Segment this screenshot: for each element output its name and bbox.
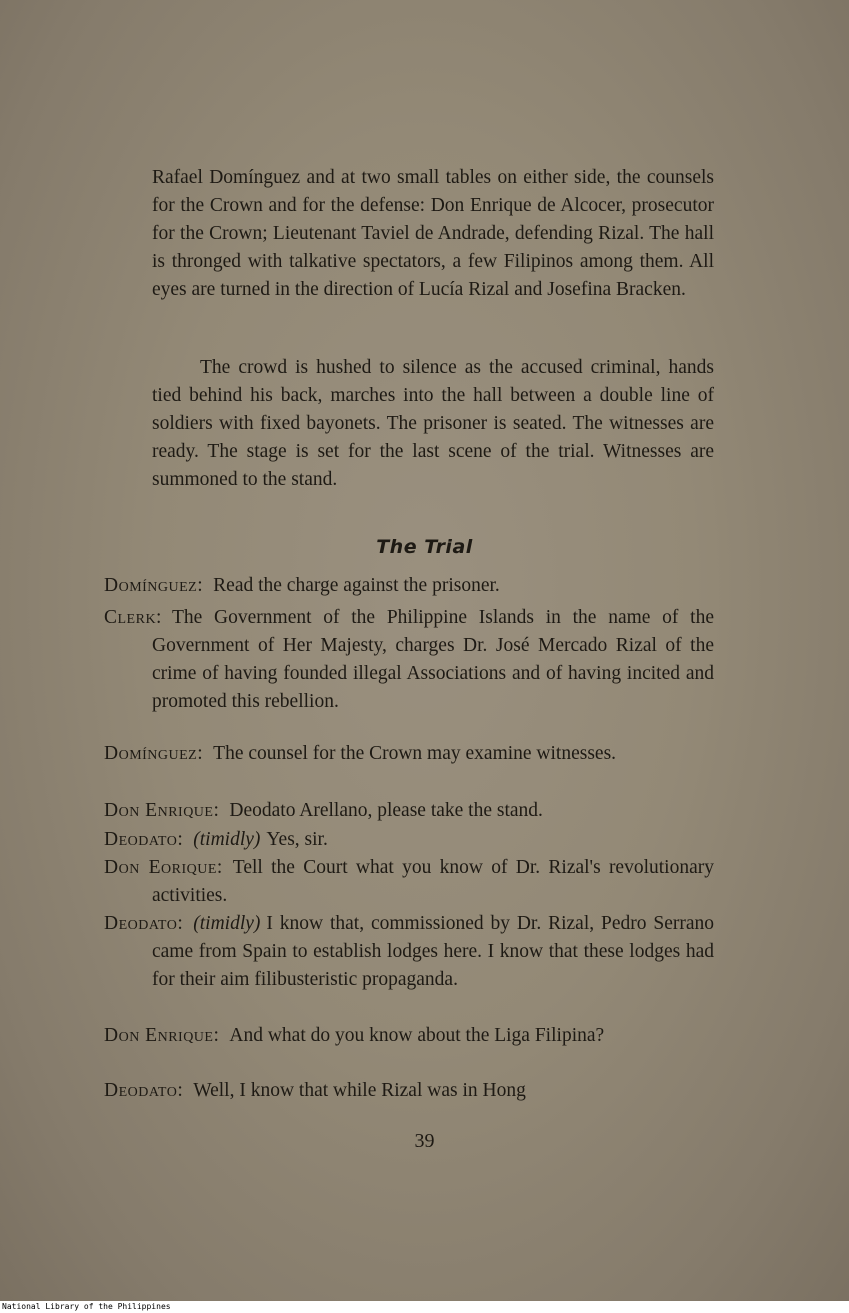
speaker-name: Deodato: bbox=[104, 913, 184, 934]
speaker-name: Domínguez: bbox=[104, 743, 204, 764]
narrative-paragraph: The crowd is hushed to silence as the accused criminal, hands tied behind his back, marches into the hall between a double line of soldiers with fixed bayonets. The prisoner is seated. The witnesses are ready. The stage is set for the last scene of the trial. Witnesses are summoned to the stand. bbox=[152, 357, 714, 490]
section-heading: The Trial bbox=[376, 536, 473, 558]
dialogue-text: Deodato Arellano, please take the stand. bbox=[229, 800, 543, 821]
dialogue-line bbox=[104, 604, 714, 716]
speaker-name: Domínguez: bbox=[104, 575, 204, 596]
dialogue-line bbox=[104, 572, 714, 600]
speaker-name: Don Eorique: bbox=[104, 857, 223, 878]
dialogue-text: I know that, commissioned by Dr. Rizal, Pedro Serrano came from Spain to establish lodges here. I know that these lodges had for their aim filibusteristic propaganda. bbox=[152, 913, 714, 990]
dialogue-text: The counsel for the Crown may examine witnesses. bbox=[213, 743, 617, 764]
dialogue-line bbox=[104, 826, 714, 854]
narrative-paragraph: Rafael Domínguez and at two small tables on either side, the counsels for the Crown and for the defense: Don Enrique de Alcocer, prosecutor for the Crown; Lieutenant Taviel de Andrade, defending Rizal. The hall is thronged with talkative spectators, a few Filipinos among them. All eyes are turned in the direction of Lucía Rizal and Josefina Bracken. bbox=[152, 167, 714, 300]
dialogue-line bbox=[104, 740, 714, 768]
dialogue-text: The Government of the Philippine Islands in the name of the Government of Her Majesty, charges Dr. José Mercado Rizal of the crime of having founded illegal Associations and of having incited and promoted this rebellion. bbox=[152, 607, 714, 712]
dialogue-text: Yes, sir. bbox=[266, 829, 328, 850]
dialogue-line bbox=[104, 797, 714, 825]
speaker-name: Deodato: bbox=[104, 1080, 184, 1101]
speaker-name: Clerk: bbox=[104, 607, 162, 628]
stage-direction: (timidly) bbox=[193, 913, 261, 934]
speaker-name: Don Enrique: bbox=[104, 800, 220, 821]
dialogue-text: Tell the Court what you know of Dr. Rizal's revolutionary activities. bbox=[152, 857, 714, 906]
speaker-name: Deodato: bbox=[104, 829, 184, 850]
stage-direction: (timidly) bbox=[193, 829, 261, 850]
dialogue-line bbox=[104, 854, 714, 910]
page-number: 39 bbox=[414, 1130, 435, 1152]
dialogue-line bbox=[104, 1022, 714, 1050]
dialogue-text: Read the charge against the prisoner. bbox=[213, 575, 500, 596]
dialogue-line bbox=[104, 1077, 714, 1105]
library-credit: National Library of the Philippines bbox=[0, 1301, 849, 1313]
speaker-name: Don Enrique: bbox=[104, 1025, 220, 1046]
dialogue-line bbox=[104, 910, 714, 994]
dialogue-text: Well, I know that while Rizal was in Hong bbox=[193, 1080, 526, 1101]
dialogue-text: And what do you know about the Liga Filipina? bbox=[229, 1025, 605, 1046]
